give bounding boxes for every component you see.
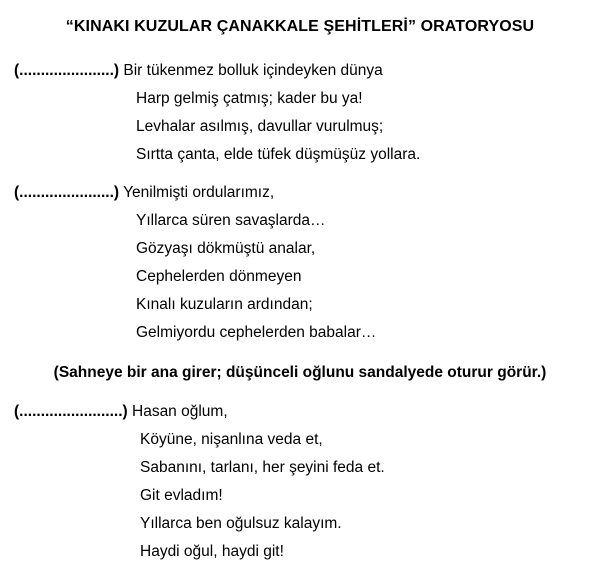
stage-direction: (Sahneye bir ana girer; düşünceli oğlunu sandalyede oturur görür.) (53, 364, 547, 381)
stanza3-line-4: Git evladım! (140, 487, 223, 504)
stanza2-line-4: Cephelerden dönmeyen (136, 268, 302, 285)
stanza3-line-3: Sabanını, tarlanı, her şeyini feda et. (140, 459, 385, 476)
stanza2-first-line (14, 183, 274, 203)
document-title: “KINAKI KUZULAR ÇANAKKALE ŞEHİTLERİ” ORATORYOSU (65, 18, 535, 35)
stanza3-line-2: Köyüne, nişanlına veda et, (140, 431, 323, 448)
stanza1-first-line (14, 61, 383, 81)
stanza3-line-5: Yıllarca ben oğulsuz kalayım. (140, 515, 342, 532)
stanza2-line-5: Kınalı kuzuların ardından; (136, 296, 313, 313)
stanza1-line-1: Bir tükenmez bolluk içindeyken dünya (123, 62, 383, 79)
stanza3-first-line (14, 402, 228, 422)
speaker-blank-2: (......................) (14, 184, 120, 201)
stanza2-line-6: Gelmiyordu cephelerden babalar… (136, 324, 377, 341)
stanza2-line-3: Gözyaşı dökmüştü analar, (136, 240, 316, 257)
stanza2-line-1: Yenilmişti ordularımız, (123, 184, 275, 201)
stanza3-line-1: Hasan oğlum, (132, 403, 228, 420)
stanza3-line-6: Haydi oğul, haydi git! (140, 543, 284, 560)
stanza2-line-2: Yıllarca süren savaşlarda… (136, 212, 326, 229)
speaker-blank-3: (........................) (14, 403, 128, 420)
speaker-blank-1: (......................) (14, 62, 120, 79)
stanza1-line-3: Levhalar asılmış, davullar vurulmuş; (136, 118, 384, 135)
stanza1-line-2: Harp gelmiş çatmış; kader bu ya! (136, 90, 363, 107)
stanza1-line-4: Sırtta çanta, elde tüfek düşmüşüz yollara. (136, 146, 421, 163)
